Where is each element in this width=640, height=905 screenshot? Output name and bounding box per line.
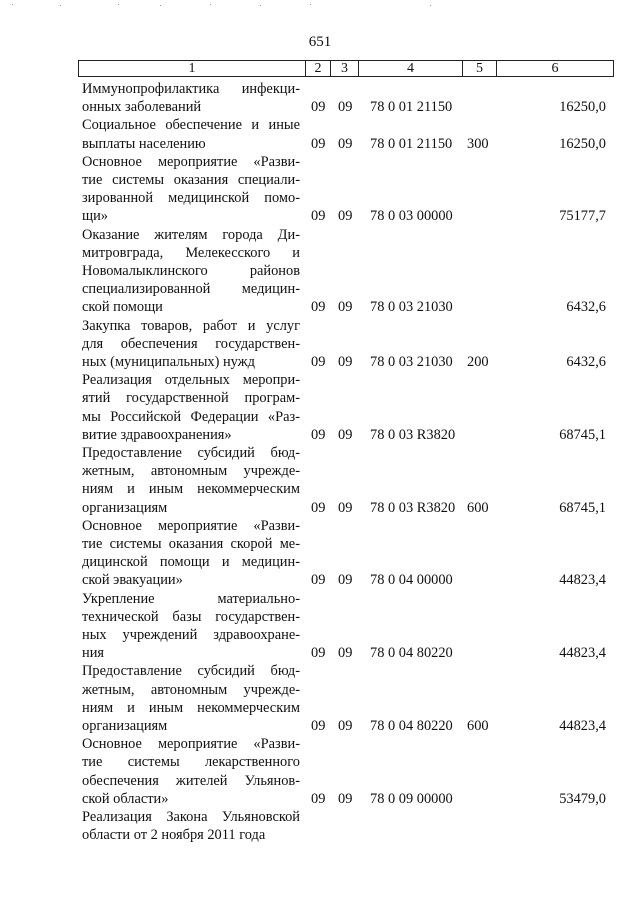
target-article-code: 78 0 01 21150 [370, 135, 453, 152]
description-line: жетным, автономным учрежде- [82, 681, 300, 698]
description-line: Социальное обеспечение и иные [82, 117, 300, 134]
row-description [82, 590, 300, 663]
amount: 75177,7 [559, 208, 606, 225]
amount: 6432,6 [566, 299, 606, 316]
subsection-code: 09 [338, 499, 353, 516]
description-line: ской помощи [82, 299, 163, 316]
description-line: ятий государственной програм- [82, 390, 300, 407]
subsection-code: 09 [338, 426, 353, 443]
section-code: 09 [311, 717, 326, 734]
row-description [82, 371, 300, 444]
target-article-code: 78 0 04 00000 [370, 572, 453, 589]
description-line: мы Российской Федерации «Раз- [82, 408, 300, 425]
section-code: 09 [311, 645, 326, 662]
section-code: 09 [311, 790, 326, 807]
section-code: 09 [311, 499, 326, 516]
description-line: ниям и иным некоммерческим [82, 699, 300, 716]
row-description [82, 517, 300, 590]
target-article-code: 78 0 09 00000 [370, 790, 453, 807]
description-line: зированной медицинской помо- [82, 190, 300, 207]
description-line: Новомалыклинского районов [82, 262, 300, 279]
amount: 44823,4 [559, 572, 606, 589]
row-description [82, 735, 300, 808]
row-description [82, 226, 300, 317]
subsection-code: 09 [338, 208, 353, 225]
header-col-6: 6 [551, 61, 559, 76]
target-article-code: 78 0 03 R3820 [370, 499, 456, 516]
section-code: 09 [311, 208, 326, 225]
target-article-code: 78 0 04 80220 [370, 645, 453, 662]
description-line: онных заболеваний [82, 99, 202, 116]
target-article-code: 78 0 03 00000 [370, 208, 453, 225]
description-line: Укрепление материально- [82, 590, 300, 607]
row-description [82, 808, 300, 844]
description-line: митровграда, Мелекесского и [82, 244, 300, 261]
amount: 16250,0 [559, 99, 606, 116]
description-line: ных (муниципальных) нужд [82, 353, 255, 370]
subsection-code: 09 [338, 299, 353, 316]
description-line: специализированной медицин- [82, 281, 300, 298]
row-description [82, 444, 300, 517]
table-header [78, 60, 614, 77]
amount: 53479,0 [559, 790, 606, 807]
description-line: жетным, автономным учрежде- [82, 463, 300, 480]
description-line: Оказание жителям города Ди- [82, 226, 300, 243]
section-code: 09 [311, 426, 326, 443]
description-line: ской области» [82, 790, 169, 807]
amount: 68745,1 [559, 499, 606, 516]
subsection-code: 09 [338, 99, 353, 116]
description-line: ниям и иным некоммерческим [82, 481, 300, 498]
description-line: области от 2 ноября 2011 года [82, 827, 266, 844]
description-line: Основное мероприятие «Разви- [82, 153, 300, 170]
description-line: дицинской помощи и медицин- [82, 554, 300, 571]
target-article-code: 78 0 03 21030 [370, 353, 453, 370]
description-line: организациям [82, 499, 168, 516]
description-line: тие системы оказания специали- [82, 171, 300, 188]
description-line: Иммунопрофилактика инфекци- [82, 81, 300, 97]
section-code: 09 [311, 135, 326, 152]
description-line: обеспечения жителей Ульянов- [82, 772, 300, 789]
target-article-code: 78 0 03 R3820 [370, 426, 456, 443]
description-line: ской эвакуации» [82, 572, 183, 589]
description-line: организациям [82, 717, 168, 734]
subsection-code: 09 [338, 717, 353, 734]
description-line: Реализация отдельных меропри- [82, 372, 300, 389]
amount: 68745,1 [559, 426, 606, 443]
amount: 6432,6 [566, 353, 606, 370]
description-line: Основное мероприятие «Разви- [82, 736, 300, 753]
amount: 16250,0 [559, 135, 606, 152]
subsection-code: 09 [338, 572, 353, 589]
description-line: для обеспечения государствен- [82, 335, 300, 352]
scan-artifacts [0, 0, 640, 10]
row-description [82, 80, 300, 116]
target-article-code: 78 0 04 80220 [370, 717, 453, 734]
amount: 44823,4 [559, 717, 606, 734]
section-code: 09 [311, 299, 326, 316]
description-line: технической базы государствен- [82, 608, 300, 625]
header-col-4: 4 [359, 61, 463, 76]
section-code: 09 [311, 572, 326, 589]
subsection-code: 09 [338, 135, 353, 152]
header-col-5: 5 [463, 61, 497, 76]
amount: 44823,4 [559, 645, 606, 662]
description-line: ных учреждений здравоохране- [82, 626, 300, 643]
row-description [82, 116, 300, 152]
section-code: 09 [311, 99, 326, 116]
row-description [82, 662, 300, 735]
description-line: Закупка товаров, работ и услуг [82, 317, 300, 334]
expense-type-code: 300 [467, 135, 489, 152]
expense-type-code: 200 [467, 353, 489, 370]
section-code: 09 [311, 353, 326, 370]
subsection-code: 09 [338, 790, 353, 807]
description-line: тие системы лекарственного [82, 754, 300, 771]
subsection-code: 09 [338, 353, 353, 370]
description-line: Предоставление субсидий бюд- [82, 445, 300, 461]
description-line: Реализация Закона Ульяновской [82, 809, 300, 825]
subsection-code: 09 [338, 645, 353, 662]
page-number: 651 [308, 34, 332, 50]
target-article-code: 78 0 01 21150 [370, 99, 453, 116]
target-article-code: 78 0 03 21030 [370, 299, 453, 316]
description-line: Основное мероприятие «Разви- [82, 517, 300, 534]
expense-type-code: 600 [467, 499, 489, 516]
header-col-2: 2 [306, 61, 331, 76]
description-line: ния [82, 645, 105, 662]
description-line: Предоставление субсидий бюд- [82, 663, 300, 680]
description-line: щи» [82, 208, 108, 225]
description-line: тие системы оказания скорой ме- [82, 535, 300, 552]
header-col-3: 3 [331, 61, 359, 76]
header-col-1: 1 [79, 61, 306, 76]
row-description [82, 317, 300, 372]
description-line: выплаты населению [82, 135, 206, 152]
row-description [82, 153, 300, 226]
description-line: витие здравоохранения» [82, 426, 232, 443]
expense-type-code: 600 [467, 717, 489, 734]
